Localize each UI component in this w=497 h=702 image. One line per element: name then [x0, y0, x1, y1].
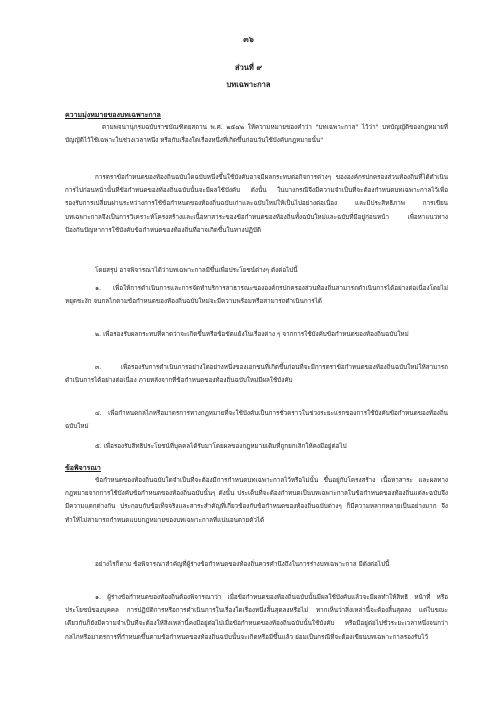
paragraph: ตามพจนานุกรมฉบับราชบัณฑิตยสถาน พ.ศ. ๒๕๔๒ ให้ความหมายของคำว่า "บทเฉพาะกาล" ไว้ว่า" บทบัญญัติของกฎหมายที่บัญญัติไว้ใช้เฉพาะในช่วงเวลาหนึ่ง หรือกับเรื่องใดเรื่องหนึ่งที่เกิดขึ้นก่อนวันใช้บังคับกฎหมายนั้น": [65, 124, 448, 145]
list-item: ๕. เพื่อรองรับสิทธิประโยชน์ที่บุคคลได้รับมาโดยผลของกฎหมายเดิมที่ถูกยกเลิกให้คงมีอยู่ต่อไป: [95, 443, 347, 450]
part-title: ส่วนที่ ๙: [235, 63, 262, 72]
page-number: ๓๖: [243, 35, 254, 44]
paragraph: โดยสรุป อาจพิจารณาได้ว่าบทเฉพาะกาลมีขึ้นเพื่อประโยชน์ต่างๆ ดังต่อไปนี้: [95, 267, 298, 274]
list-item: ๑. เพื่อให้การดำเนินการและการจัดทำบริการสาธารณะขององค์กรปกครองส่วนท้องถิ่นสามารถดำเนินการได้อย่างต่อเนื่องโดยไม่หยุดชะงัก จนกลไกตามข้อกำหนดของท้องถิ่นฉบับใหม่จะมีความพร้อมหรือสามารถดำเนินการได้: [65, 285, 448, 306]
list-item: ๓. เพื่อรองรับการดำเนินการอย่างใดอย่างหนึ่งของเอกชนที่เกิดขึ้นก่อนที่จะมีการตราข้อกำหนดของท้องถิ่นฉบับใหม่ให้สามารถดำเนินการได้อย่างต่อเนื่อง ภายหลังจากที่ข้อกำหนดของท้องถิ่นฉบับใหม่มีผลใช้บังคับ: [65, 364, 448, 385]
paragraph: ข้อกำหนดของท้องถิ่นฉบับใดจำเป็นที่จะต้องมีการกำหนดบทเฉพาะกาลไว้หรือไม่นั้น ขึ้นอยู่กับโครงสร้าง เนื้อหาสาระ และผลทางกฎหมายจากการใช้บังคับข้อกำหนดของท้องถิ่นฉบับนั้นๆ ดังนั้น ประเด็นที่จะต้องกำหนดเป็นบทเฉพาะกาลในข้อกำหนดของท้องถิ่นแต่ละฉบับจึงมีความแตกต่างกัน ประกอบกับข้อเท็จจริงและสาระสำคัญที่เกี่ยวข้องกับข้อกำหนดของท้องถิ่นฉบับต่างๆ ก็มีความหลากหลายเป็นอย่างมาก จึงทำให้ไม่สามารถกำหนดแบบกฎหมายของบทเฉพาะกาลที่แน่นอนตายตัวได้: [65, 477, 448, 524]
part-subtitle: บทเฉพาะกาล: [226, 80, 271, 89]
list-item: ๔. เพื่อกำหนดกลไกหรือมาตรการทางกฎหมายที่จะใช้บังคับเป็นการชั่วคราวในช่วงระยะแรกของการใช้บังคับข้อกำหนดของท้องถิ่นฉบับใหม่: [65, 410, 448, 431]
section-heading-purpose: ความมุ่งหมายของบทเฉพาะกาล: [65, 111, 161, 119]
list-item: ๒. เพื่อรองรับผลกระทบที่คาดว่าจะเกิดขึ้นหรือข้อขัดแย้งในเรื่องต่าง ๆ จากการใช้บังคับข้อกำหนดของท้องถิ่นฉบับใหม่: [95, 331, 409, 338]
paragraph: การตราข้อกำหนดของท้องถิ่นฉบับใดฉบับหนึ่งขึ้นใช้บังคับอาจมีผลกระทบต่อกิจการต่างๆ ขององค์กรปกครองส่วนท้องถิ่นที่ได้ดำเนินการไปก่อนหน้านั้นที่ข้อกำหนดของท้องถิ่นฉบับนั้นจะมีผลใช้บังคับ ดังนั้น ในบางกรณีจึงมีความจำเป็นที่จะต้องกำหนดบทเฉพาะกาลไว้เพื่อรองรับการเปลี่ยนผ่านระหว่างการใช้ข้อกำหนดของท้องถิ่นฉบับเก่าและฉบับใหม่ให้เป็นไปอย่างต่อเนื่อง และมีประสิทธิภาพ การเขียนบทเฉพาะกาลจึงเป็นการวิเคราะห์โครงสร้างและเนื้อหาสาระของข้อกำหนดของท้องถิ่นทั้งฉบับใหม่และฉบับที่มีอยู่ก่อนหน้า เพื่อหาแนวทางป้องกันปัญหาการใช้บังคับข้อกำหนดของท้องถิ่นที่อาจเกิดขึ้นในทางปฏิบัติ: [65, 174, 448, 234]
list-item: ๑. ผู้ร่างข้อกำหนดของท้องถิ่นต้องพิจารณาว่า เมื่อข้อกำหนดของท้องถิ่นฉบับนั้นมีผลใช้บังคับแล้วจะมีผลทำให้สิทธิ หน้าที่ หรือประโยชน์ของบุคคล การปฏิบัติการหรือการดำเนินการในเรื่องใดเรื่องหนึ่งสิ้นสุดลงหรือไม่ หากเห็นว่าสิ่งเหล่านี้จะต้องสิ้นสุดลง แต่ในขณะเดียวกันก็ยังมีความจำเป็นที่จะต้องให้สิ่งเหล่านี้คงมีอยู่ต่อไปเมื่อข้อกำหนดของท้องถิ่นฉบับนั้นใช้บังคับ หรือมีอยู่ต่อไปชั่วระยะเวลาหนึ่งจนกว่ากลไกหรือมาตรการที่กำหนดขึ้นตามข้อกำหนดของท้องถิ่นฉบับนั้นจะเกิดหรือมีขึ้นแล้ว ย่อมเป็นกรณีที่จะต้องเขียนบทเฉพาะกาลรองรับไว้: [65, 594, 448, 641]
paragraph: อย่างไรก็ตาม ข้อพิจารณาสำคัญที่ผู้ร่างข้อกำหนดของท้องถิ่นควรคำนึงถึงในการร่างบทเฉพาะกาล มีดังต่อไปนี้: [95, 561, 390, 568]
section-heading-considerations: ข้อพิจารณา: [65, 464, 101, 472]
